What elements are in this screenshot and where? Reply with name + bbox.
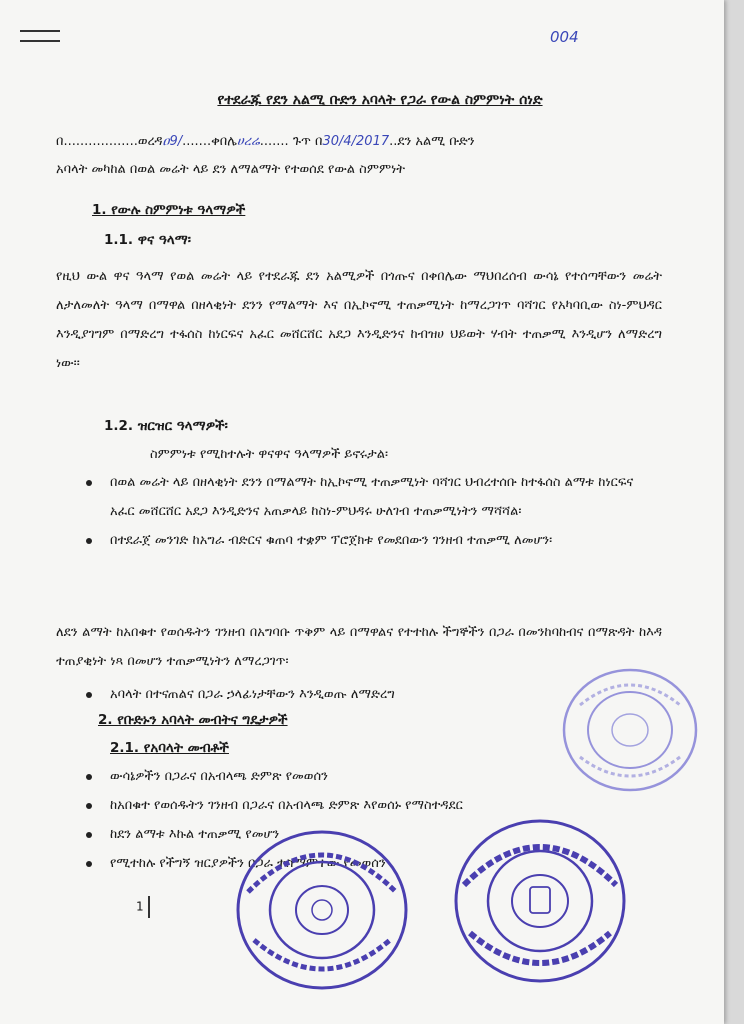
intro-prefix: በ..................ወረዳ	[56, 134, 163, 149]
section1-para2: ለደን ልማት ከአበቁተ የወሰዱትን ገንዘብ በአግባቡ ጥቅም ላይ በማዋልና የተተከሉ ችግኞችን በጋራ በመንከባከብና በማጽዳት ከእዳ ተጠያቂነት ነጻ በመሆን ተጠቃሚነትን ለማረጋገጥ፡	[56, 625, 662, 669]
list-item: ከደን ልማቱ እኩል ተጠቃሚ የመሆን	[86, 820, 660, 849]
woreda-seal-stamp	[450, 815, 630, 985]
document-title: የተደራጁ የደን አልሚ ቡድን አባላት የጋራ የውል ስምምነት ሰነድ	[217, 92, 543, 108]
list-item: በተደራጀ መንገድ ከአግራ ብድርና ቁጠባ ተቋም ፕሮጀክቱ የመደበውን ገንዘብ ተጠቃሚ ለመሆን፡	[86, 526, 660, 555]
bullet-icon	[86, 480, 92, 486]
bullet-icon	[86, 538, 92, 544]
list-item: የሚተከሉ የችግኝ ዝርያዎችን በጋራ ተስማምተው የመወሰን	[86, 849, 660, 878]
section1-1-text: የዚህ ውል ዋና ዓላማ የወል መሬት ላይ የተደራጁ ደን አልሚዎች በጎጡና በቀበሌው ማህበረሰብ ውሳኔ የተሰጣቸውን መሬት ለታለመለት ዓላማ በማዋል በዘላቂነት ደንን የማልማት እና በኢኮኖሚ ተጠቃሚነት ከማረጋገጥ ባሻገር የአካባቢው ስነ-ምህዳር እንዲያገግም በማድረግ ተፋሰስ ከነርፍና አፈር መሸርሸር አደጋ እንዲድንና ከብዝሀ ህይወት ሃብት ተጠቃሚ እንዲሆን ለማድረግ ነው፡፡	[56, 269, 662, 371]
bullet-icon	[86, 774, 92, 780]
bullet-icon	[86, 803, 92, 809]
page-number: 1	[136, 896, 150, 918]
bullet-icon	[86, 861, 92, 867]
intro-suffix: ..ደን አልሚ ቡድን	[389, 134, 475, 149]
bullet-icon	[86, 692, 92, 698]
section1-2-heading: 1.2. ዝርዝር ዓላማዎች፡	[104, 418, 228, 434]
list-item: ውሳኔዎችን በጋራና በአብላጫ ድምጽ የመወሰን	[86, 762, 660, 791]
date-label: ....... ጉጥ በ	[259, 134, 323, 149]
woreda-handwritten: ዐ9/	[162, 134, 183, 149]
section1-2-bullets	[86, 468, 660, 555]
section1-1-heading: 1.1. ዋና ዓላማ፡	[104, 232, 191, 248]
section1-heading: 1. የውሉ ስምምነቱ ዓላማዎች	[92, 202, 246, 218]
list-item: አባላት በተናጠልና በጋራ ኃላፊነታቸውን እንዲወጡ ለማድረግ	[86, 680, 660, 709]
section1-2-intro: ስምምነቱ የሚከተሉት ዋናዋና ዓላማዎች ይኖሩታል፡	[150, 447, 389, 462]
kebele-handwritten: ሀረሬ	[236, 134, 260, 149]
kebele-seal-stamp	[232, 822, 412, 992]
bullet-icon	[86, 832, 92, 838]
list-item: ከአበቁተ የወሰዱትን ገንዘብ በጋራና በአብላጫ ድምጽ እየወሰኑ የማስተዳደር	[86, 791, 660, 820]
list-item: በወል መሬት ላይ በዘላቂነት ደንን በማልማት ከኢኮኖሚ ተጠቃሚነት ባሻገር ህብረተሰቡ ከተፋሰስ ልማቱ ከነርፍና አፈር መሸርሸር አደጋ እንዲድንና አጠቃላይ ከስነ-ምህዳሩ ሁለገብ ተጠቃሚነትን ማሻሻል፡	[86, 468, 660, 526]
kebele-label: .......ቀበሌ	[182, 134, 237, 149]
intro-paragraph	[56, 128, 656, 184]
intro-line2: አባላት መካከል በወል መሬት ላይ ደን ለማልማት የተወሰደ የውል ስምምነት	[56, 162, 406, 177]
section2-1-heading: 2.1. የአባላት መብቶች	[110, 740, 229, 756]
date-handwritten: 30/4/2017	[322, 134, 390, 149]
section2-heading: 2. የቡድኑን አባላት መብትና ግዴታዎች	[98, 712, 288, 728]
official-seal-stamp	[560, 665, 700, 795]
page-reference: 004	[550, 28, 579, 46]
corner-mark	[20, 30, 60, 60]
